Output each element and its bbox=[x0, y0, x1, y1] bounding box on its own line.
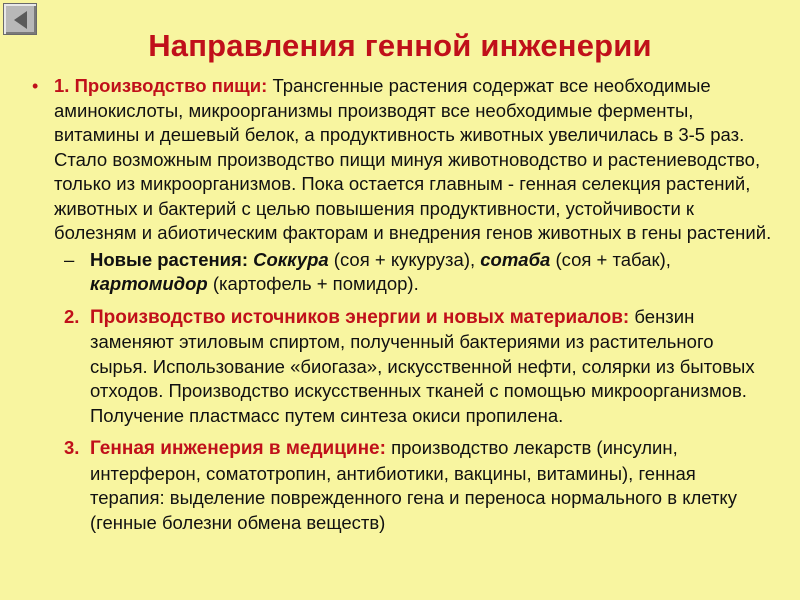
section-energy-text: бензин заменяют этиловым спиртом, полученный бактериями из растительного сырья. Использование «биогаза», искусственной нефти, солярки из бытовых отходов. Производство искусственных тканей с помощью микроорганизмов. Получение пластмасс путем синтеза окиси пропилена. bbox=[90, 305, 755, 426]
slide-title: Направления генной инженерии bbox=[148, 28, 652, 63]
section-energy bbox=[30, 305, 775, 429]
subitem-heading: Новые растения: bbox=[90, 248, 248, 270]
bullet-marker: • bbox=[32, 76, 39, 96]
subitem-text-2: (соя + кукуруза), bbox=[328, 248, 481, 270]
slide-content bbox=[30, 74, 775, 535]
section-energy-heading: Производство источников энергии и новых материалов: bbox=[90, 306, 630, 328]
plant-name-sokkura: Соккура bbox=[253, 248, 329, 270]
subitem-text-4: (картофель + помидор). bbox=[207, 273, 419, 294]
plant-name-kartomidor: картомидор bbox=[90, 273, 208, 294]
section-energy-number: 2. bbox=[64, 305, 80, 327]
section-medicine bbox=[30, 436, 775, 535]
section-medicine-text: производство лекарств (инсулин, интерферон, соматотропин, антибиотики, вакцины, витамины), генная терапия: выделение поврежденного гена и переноса нормального в клетку (генные болезни обмена веществ) bbox=[90, 437, 737, 533]
section-food bbox=[30, 74, 775, 246]
section-food-text: Трансгенные растения содержат все необходимые аминокислоты, микроорганизмы производят все необходимые ферменты, витамины и дешевый белок, а продуктивность животных увеличилась в 3-5 раз. Стало возможным производство пищи минуя животноводство и растениеводство, только из микроорганизмов. Пока остается главным - генная селекция растений, животных и бактерий с целью повышения продуктивности, устойчивости к болезням и абиотическим факторам и внедрения генов животных в гены растений. bbox=[54, 75, 772, 243]
subitem-text-3: (соя + табак), bbox=[550, 248, 671, 270]
plant-name-sotaba: сотаба bbox=[480, 248, 551, 270]
subitem-new-plants bbox=[30, 248, 775, 297]
dash-marker: – bbox=[64, 248, 75, 270]
section-food-heading: 1. Производство пищи: bbox=[54, 75, 268, 96]
section-medicine-heading: Генная инженерия в медицине: bbox=[90, 438, 386, 459]
section-medicine-number: 3. bbox=[64, 437, 80, 458]
